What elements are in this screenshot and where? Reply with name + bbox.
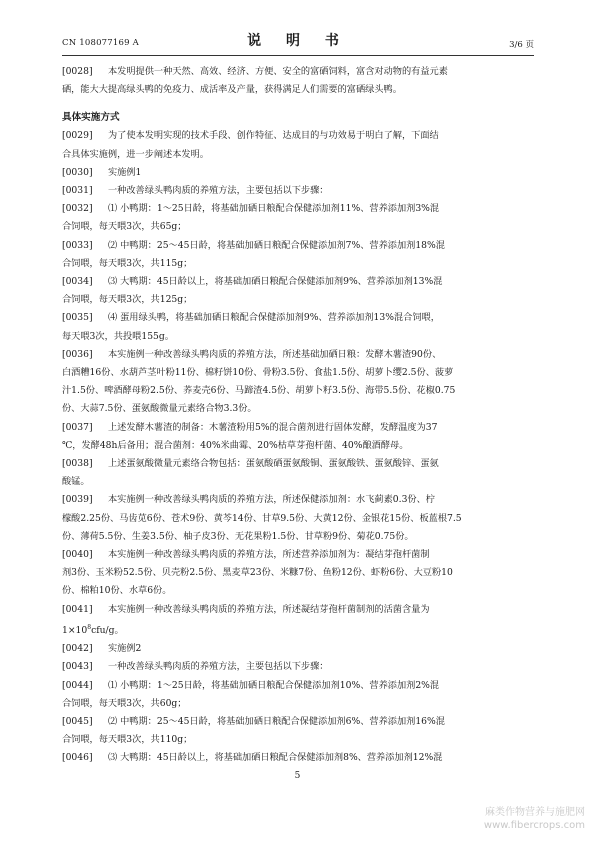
paragraph-text: 本实施例一种改善绿头鸭肉质的养殖方法，所述基础加硒日粮：发酵木薯渣90份、 [108,348,442,360]
paragraph-number: [0046] [62,752,93,764]
paragraph-line: 合饲喂，每天喂3次，共125g； [62,294,193,306]
header-divider [62,55,534,56]
paragraph-first-line [62,63,534,81]
paragraph-line: 份、大蒜7.5份、蛋氨酸微量元素络合物3.3份。 [62,403,257,415]
paragraph-line: 檬酸2.25份、马齿苋6份、苍术9份、黄芩14份、甘草9.5份、大黄12份、金银花15份、板蓝根7.5 [62,512,462,524]
paragraph-number: [0029] [62,130,93,142]
paragraph [62,127,534,163]
paragraph-text: ⑴ 小鸭期：1～25日龄，将基础加硒日粮配合保健添加剂10%、营养添加剂2%混 [108,679,440,691]
paragraph-number: [0040] [62,549,93,561]
paragraph-text: ⑴ 小鸭期：1～25日龄，将基础加硒日粮配合保健添加剂11%、营养添加剂3%混 [108,203,440,215]
paragraph-line: 合具体实施例，进一步阐述本发明。 [62,148,209,160]
paragraph [62,273,534,309]
paragraph-first-line [62,749,534,767]
value-unit: cfu/g。 [91,624,124,636]
value-exponent: 8 [87,623,92,631]
paragraph-line: 合饲喂，每天喂3次，共110g； [62,734,193,746]
paragraph-first-line [62,346,534,364]
paragraph [62,640,534,658]
paragraph-first-line [62,658,534,676]
paragraph-line: 汁1.5份、啤酒酵母粉2.5份、荞麦壳6份、马蹄渣4.5份、胡萝卜籽3.5份、海带5.5份、花椒0.75 [62,385,456,397]
paragraph-line: 合饲喂，每天喂3次，共115g； [62,257,193,269]
paragraph-first-line [62,127,534,145]
paragraph-number: [0039] [62,494,93,506]
paragraph-number: [0032] [62,203,93,215]
paragraph-number: [0037] [62,421,93,433]
paragraph-number: [0041] [62,603,93,615]
paragraph-number: [0035] [62,312,93,324]
paragraph-first-line [62,309,534,327]
paragraph-line: 硒，能大大提高绿头鸭的免疫力、成活率及产量，获得满足人们需要的富硒绿头鸭。 [62,84,402,96]
paragraph-first-line [62,713,534,731]
paragraph-line: 合饲喂，每天喂3次，共65g； [62,221,187,233]
paragraph [62,200,534,236]
page-indicator: 3/6 页 [509,40,534,50]
value-mantissa: 1×10 [62,624,88,636]
paragraph [62,164,534,182]
paragraph-number: [0028] [62,66,93,77]
paragraph-first-line [62,546,534,564]
paragraph-number: [0043] [62,661,93,673]
paragraph-first-line [62,273,534,291]
paragraph-text: ⑷ 蛋用绿头鸭，将基础加硒日粮配合保健添加剂9%、营养添加剂13%混合饲喂， [108,312,440,324]
section-heading: 具体实施方式 [62,112,120,124]
paragraph-line [62,619,534,640]
paragraph-line: 剂3份、玉米粉52.5份、贝壳粉2.5份、黑麦草23份、米糠7份、鱼粉12份、虾粉6份、大豆粉10 [62,567,453,579]
document-body [62,63,534,768]
paragraph-text: ⑵ 中鸭期：25～45日龄，将基础加硒日粮配合保健添加剂7%、营养添加剂18%混 [108,239,445,251]
paragraph [62,419,534,455]
paragraph-text: 一种改善绿头鸭肉质的养殖方法，主要包括以下步骤： [108,185,329,197]
paragraph-text: 本实施例一种改善绿头鸭肉质的养殖方法，所述保健添加剂：水飞蓟素0.3份、柠 [108,494,435,506]
paragraph-number: [0042] [62,643,93,655]
paragraph-text: ⑶ 大鸭期：45日龄以上，将基础加硒日粮配合保健添加剂8%、营养添加剂12%混 [108,752,443,764]
watermark-url: www.fibercrops.com [483,820,585,831]
paragraph [62,546,534,601]
paragraph-first-line [62,419,534,437]
patent-number: CN 108077169 A [62,38,139,48]
paragraph-line: 份、薄荷5.5份、生姜3.5份、柚子皮3份、无花果粉1.5份、甘草粉9份、菊花0.75份。 [62,530,414,542]
paragraph-number: [0034] [62,276,93,288]
paragraph [62,491,534,546]
page-title: 说 明 书 [247,33,349,49]
paragraph-text: ⑵ 中鸭期：25～45日龄，将基础加硒日粮配合保健添加剂6%、营养添加剂16%混 [108,715,445,727]
watermark-text: 麻类作物营养与施肥网 [485,807,585,818]
paragraph [62,346,534,419]
paragraph [62,601,534,640]
paragraph-line: 酸锰。 [62,476,90,488]
paragraph-text: 为了使本发明实现的技术手段、创作特征、达成目的与功效易于明白了解，下面结 [108,130,439,142]
paragraph-first-line [62,200,534,218]
paragraph-text: 本实施例一种改善绿头鸭肉质的养殖方法，所述营养添加剂为：凝结芽孢杆菌制 [108,549,430,561]
paragraph-line: 份、棉粕10份、水草6份。 [62,585,172,597]
paragraph-line: ℃，发酵48h后备用；混合菌剂：40%米曲霉、20%枯草芽孢杆菌、40%酿酒酵母。 [62,439,409,451]
paragraph [62,677,534,713]
page-header [62,30,534,52]
paragraph-number: [0033] [62,239,93,251]
paragraph-line: 白酒糟16份、水葫芦茎叶粉11份、棉籽饼10份、骨粉3.5份、食盐1.5份、胡萝卜缨2.5份、菠萝 [62,367,454,379]
paragraph [62,63,534,99]
paragraph [62,658,534,676]
paragraph [62,237,534,273]
paragraph-number: [0044] [62,679,93,691]
paragraph [62,713,534,749]
paragraph-number: [0038] [62,458,93,470]
paragraph-number: [0045] [62,715,93,727]
watermark [484,806,585,832]
paragraph-number: [0036] [62,348,93,360]
paragraph-text: 本发明提供一种天然、高效、经济、方便、安全的富硒饲料，富含对动物的有益元素 [108,66,448,77]
paragraph-number: [0030] [62,166,93,178]
paragraph-line: 每天喂3次，共投喂155g。 [62,330,174,342]
paragraph [62,182,534,200]
paragraph-first-line [62,677,534,695]
paragraph-text: ⑶ 大鸭期：45日龄以上，将基础加硒日粮配合保健添加剂9%、营养添加剂13%混 [108,276,443,288]
paragraph-first-line [62,491,534,509]
paragraph-text: 实施例1 [108,166,142,178]
paragraph-first-line [62,455,534,473]
paragraph-number: [0031] [62,185,93,197]
paragraph-first-line [62,237,534,255]
paragraph-first-line [62,164,534,182]
paragraph-first-line [62,640,534,658]
paragraph [62,749,534,767]
paragraph-text: 一种改善绿头鸭肉质的养殖方法，主要包括以下步骤： [108,661,329,673]
paragraph-text: 上述蛋氨酸微量元素络合物包括：蛋氨酸硒蛋氨酸铜、蛋氨酸铁、蛋氨酸锌、蛋氨 [108,458,439,470]
paragraph-text: 本实施例一种改善绿头鸭肉质的养殖方法，所述凝结芽孢杆菌制剂的活菌含量为 [108,603,430,615]
paragraph [62,309,534,345]
paragraph-line: 合饲喂，每天喂3次，共60g； [62,697,187,709]
paragraph-text: 实施例2 [108,643,142,655]
paragraph-first-line [62,601,534,619]
paragraph-text: 上述发酵木薯渣的制备：木薯渣粉用5%的混合菌剂进行固体发酵，发酵温度为37 [108,421,438,433]
page-number: 5 [294,771,301,781]
paragraph-first-line [62,182,534,200]
paragraph [62,455,534,491]
